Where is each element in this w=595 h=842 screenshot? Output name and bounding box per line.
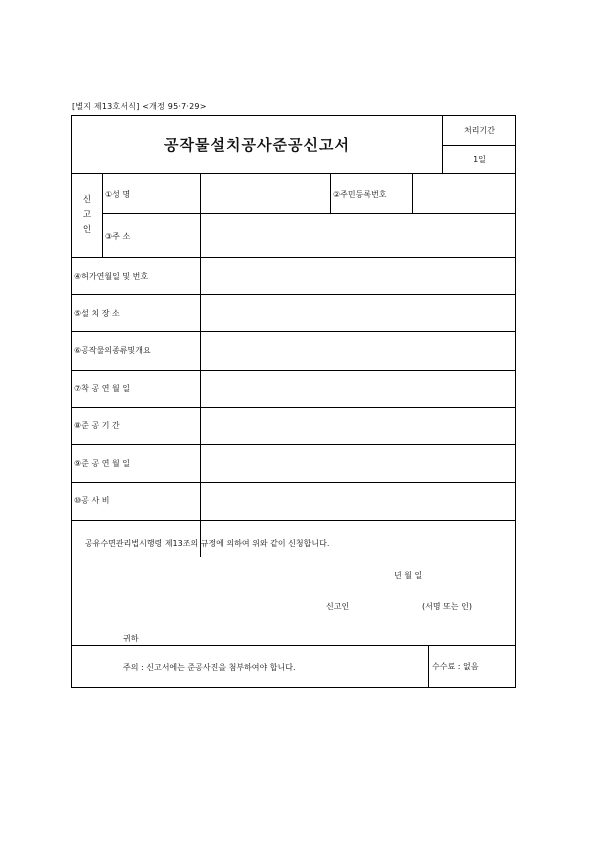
- form-title: 공작물설치공사준공신고서: [164, 136, 350, 154]
- completion-period-label: ⑧준 공 기 간: [74, 421, 120, 430]
- fee-label: 수수료 : 없음: [432, 662, 479, 671]
- processing-period-value: 1일: [473, 155, 486, 164]
- processing-period-label: 처리기간: [464, 126, 495, 135]
- applicant-sign-label: 신고인: [326, 602, 350, 611]
- applicant-group-label: 신 고 인: [82, 195, 92, 235]
- recipient-label: 귀하: [123, 634, 139, 643]
- name-field[interactable]: [201, 174, 330, 212]
- address-field[interactable]: [201, 214, 515, 257]
- structure-type-label: ⑥공작물의종류및개요: [74, 346, 151, 355]
- start-date-label: ⑦착 공 연 월 일: [74, 384, 130, 393]
- form-number-header: [별지 제13호서식] <개정 95·7·29>: [72, 102, 207, 111]
- name-label: ①성 명: [105, 190, 131, 199]
- date-line: 년 월 일: [394, 571, 423, 580]
- completion-report-form: [71, 115, 516, 688]
- address-label: ③주 소: [105, 232, 131, 241]
- structure-type-field[interactable]: [201, 332, 515, 370]
- attachment-note: 주의 : 신고서에는 준공사진을 첨부하여야 합니다.: [123, 663, 296, 672]
- completion-date-label: ⑨준 공 연 월 일: [74, 459, 130, 468]
- completion-period-field[interactable]: [201, 408, 515, 444]
- resident-number-field[interactable]: [413, 174, 515, 212]
- permit-date-number-field[interactable]: [201, 258, 515, 294]
- declaration-text: 공유수면관리법시행령 제13조의 규정에 의하여 위와 같이 신청합니다.: [85, 539, 330, 548]
- installation-site-label: ⑤설 치 장 소: [74, 309, 120, 318]
- construction-cost-label: ⑩공 사 비: [74, 496, 110, 505]
- permit-date-number-label: ④허가연월일 및 번호: [74, 272, 149, 281]
- resident-number-label: ②주민등록번호: [333, 190, 387, 199]
- construction-cost-field[interactable]: [201, 483, 515, 520]
- sign-method: (서명 또는 인): [422, 602, 472, 611]
- start-date-field[interactable]: [201, 371, 515, 407]
- completion-date-field[interactable]: [201, 445, 515, 482]
- installation-site-field[interactable]: [201, 295, 515, 331]
